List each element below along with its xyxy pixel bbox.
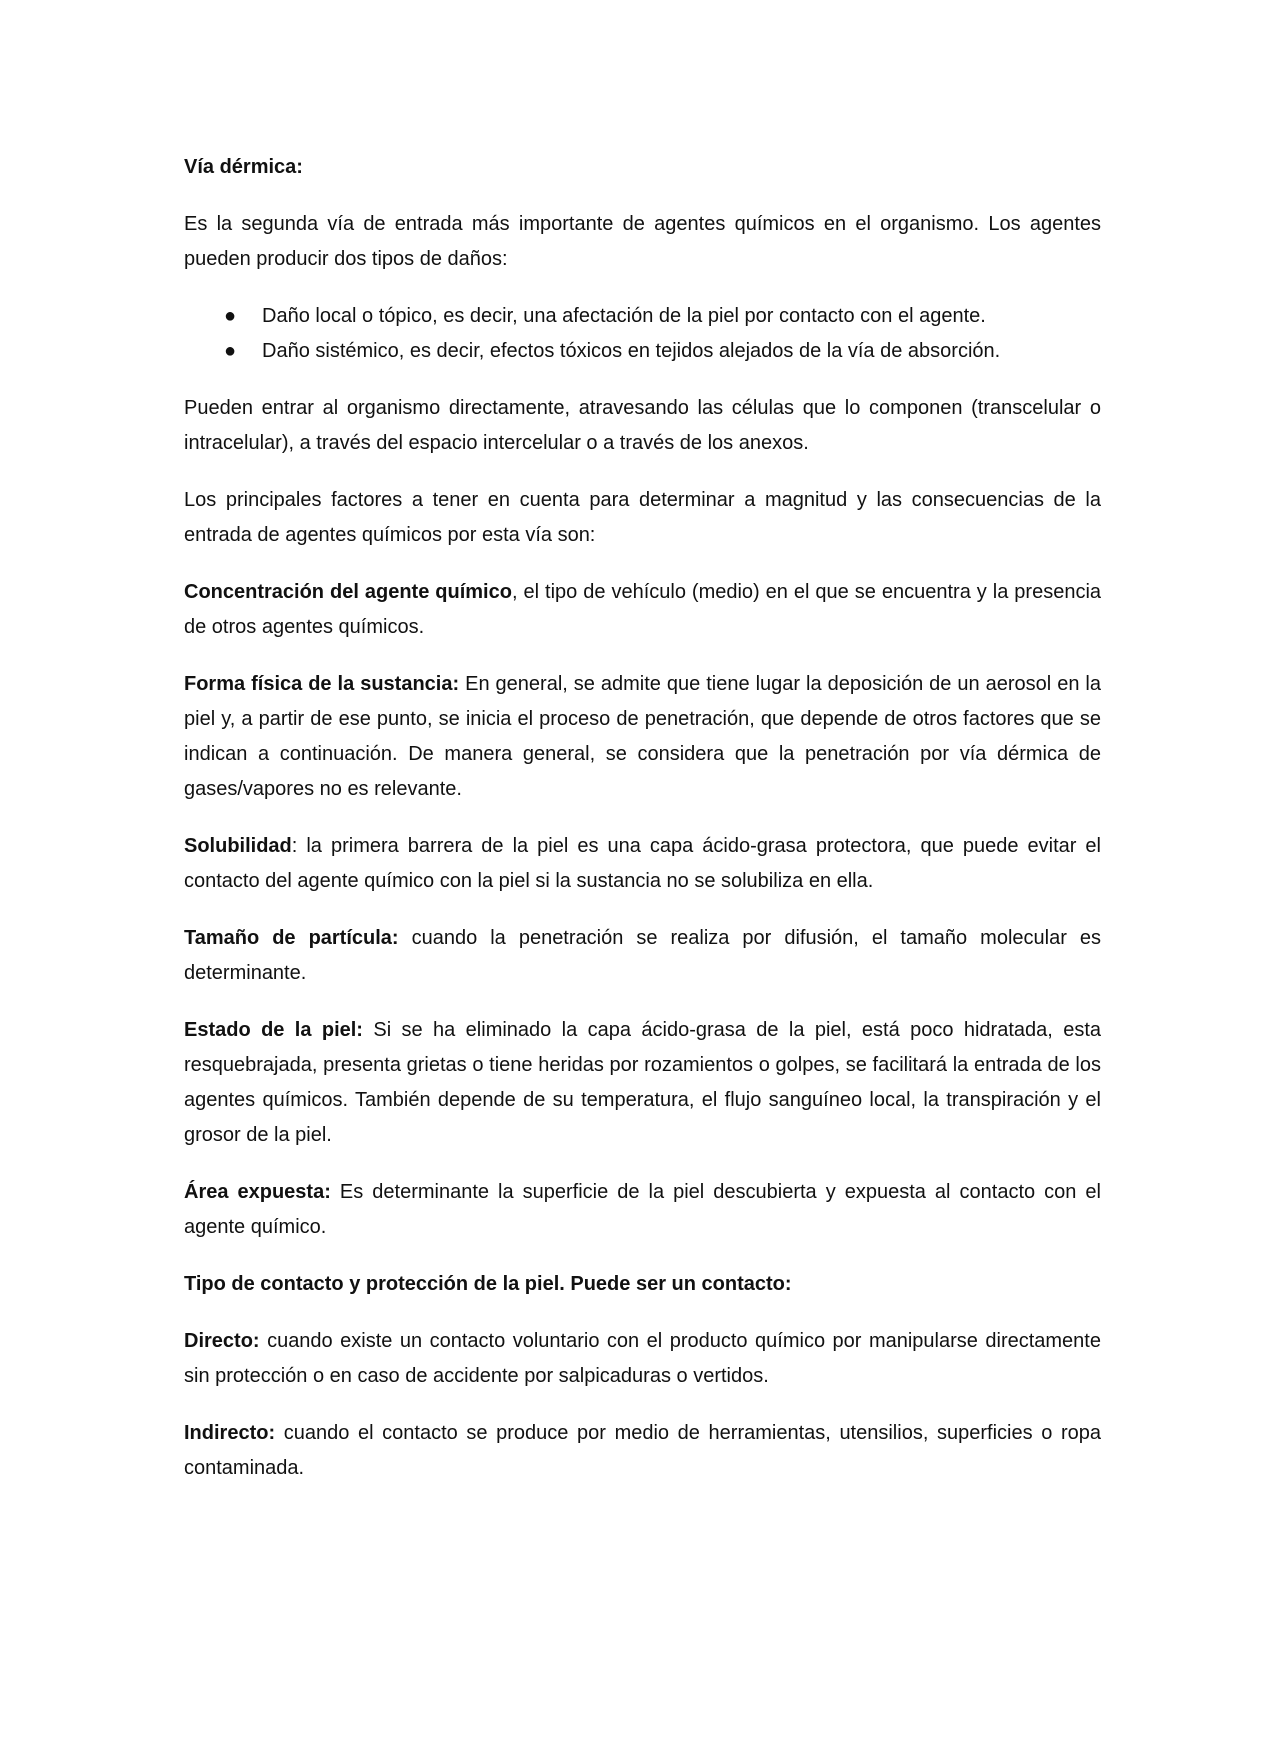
contact-term: Indirecto:: [184, 1422, 276, 1444]
factor-text: : la primera barrera de la piel es una capa ácido-grasa protectora, que puede evitar el contacto del agente químico con la piel si la sustancia no se solubiliza en ella.: [184, 835, 1101, 892]
list-item-text: Daño sistémico, es decir, efectos tóxicos en tejidos alejados de la vía de absorción.: [262, 340, 1001, 362]
contact-term: Directo:: [184, 1330, 260, 1352]
factor-skin-state: [184, 1013, 1101, 1153]
factor-term: Tamaño de partícula:: [184, 927, 399, 949]
factor-text: Es determinante la superficie de la piel descubierta y expuesta al contacto con el agente químico.: [184, 1181, 1101, 1238]
contact-heading: Tipo de contacto y protección de la piel. Puede ser un contacto:: [184, 1273, 792, 1295]
contact-text: cuando existe un contacto voluntario con el producto químico por manipularse directamente sin protección o en caso de accidente por salpicaduras o vertidos.: [184, 1330, 1101, 1387]
factors-intro-paragraph: Los principales factores a tener en cuenta para determinar a magnitud y las consecuencias de la entrada de agentes químicos por esta vía son:: [184, 489, 1101, 546]
factor-exposed-area: [184, 1175, 1101, 1245]
factor-concentration: [184, 575, 1101, 645]
section-heading: Vía dérmica:: [184, 156, 303, 178]
factor-physical-form: [184, 667, 1101, 807]
contact-indirect: [184, 1416, 1101, 1486]
intro-paragraph: Es la segunda vía de entrada más importante de agentes químicos en el organismo. Los agentes pueden producir dos tipos de daños:: [184, 213, 1101, 270]
list-item: [184, 299, 1101, 334]
damage-types-list: [184, 299, 1101, 369]
factor-text: Si se ha eliminado la capa ácido-grasa de la piel, está poco hidratada, esta resquebrajada, presenta grietas o tiene heridas por rozamientos o golpes, se facilitará la entrada de los agentes químicos. También depende de su temperatura, el flujo sanguíneo local, la transpiración y el grosor de la piel.: [184, 1019, 1102, 1146]
entry-paragraph: Pueden entrar al organismo directamente, atravesando las células que lo componen (transcelular o intracelular), a través del espacio intercelular o a través de los anexos.: [184, 397, 1101, 454]
factor-term: Concentración del agente químico: [184, 581, 512, 603]
contact-direct: [184, 1324, 1101, 1394]
factor-text: , el tipo de vehículo (medio) en el que se encuentra y la presencia de otros agentes químicos.: [184, 581, 1102, 638]
factor-solubility: [184, 829, 1101, 899]
list-item: [184, 334, 1101, 369]
factor-term: Forma física de la sustancia:: [184, 673, 460, 695]
factor-text: En general, se admite que tiene lugar la deposición de un aerosol en la piel y, a partir de ese punto, se inicia el proceso de penetración, que depende de otros factores que se indican a continuación. De manera general, se considera que la penetración por vía dérmica de gases/vapores no es relevante.: [184, 673, 1101, 800]
bullet-icon: ●: [224, 305, 237, 327]
list-item-text: Daño local o tópico, es decir, una afectación de la piel por contacto con el agente.: [262, 305, 986, 327]
factor-term: Solubilidad: [184, 835, 292, 857]
contact-text: cuando el contacto se produce por medio de herramientas, utensilios, superficies o ropa contaminada.: [184, 1422, 1101, 1479]
factor-text: cuando la penetración se realiza por difusión, el tamaño molecular es determinante.: [184, 927, 1101, 984]
bullet-icon: ●: [224, 340, 237, 362]
document-page: [184, 150, 1101, 1508]
factor-term: Estado de la piel:: [184, 1019, 363, 1041]
factor-particle-size: [184, 921, 1101, 991]
factor-term: Área expuesta:: [184, 1181, 331, 1203]
